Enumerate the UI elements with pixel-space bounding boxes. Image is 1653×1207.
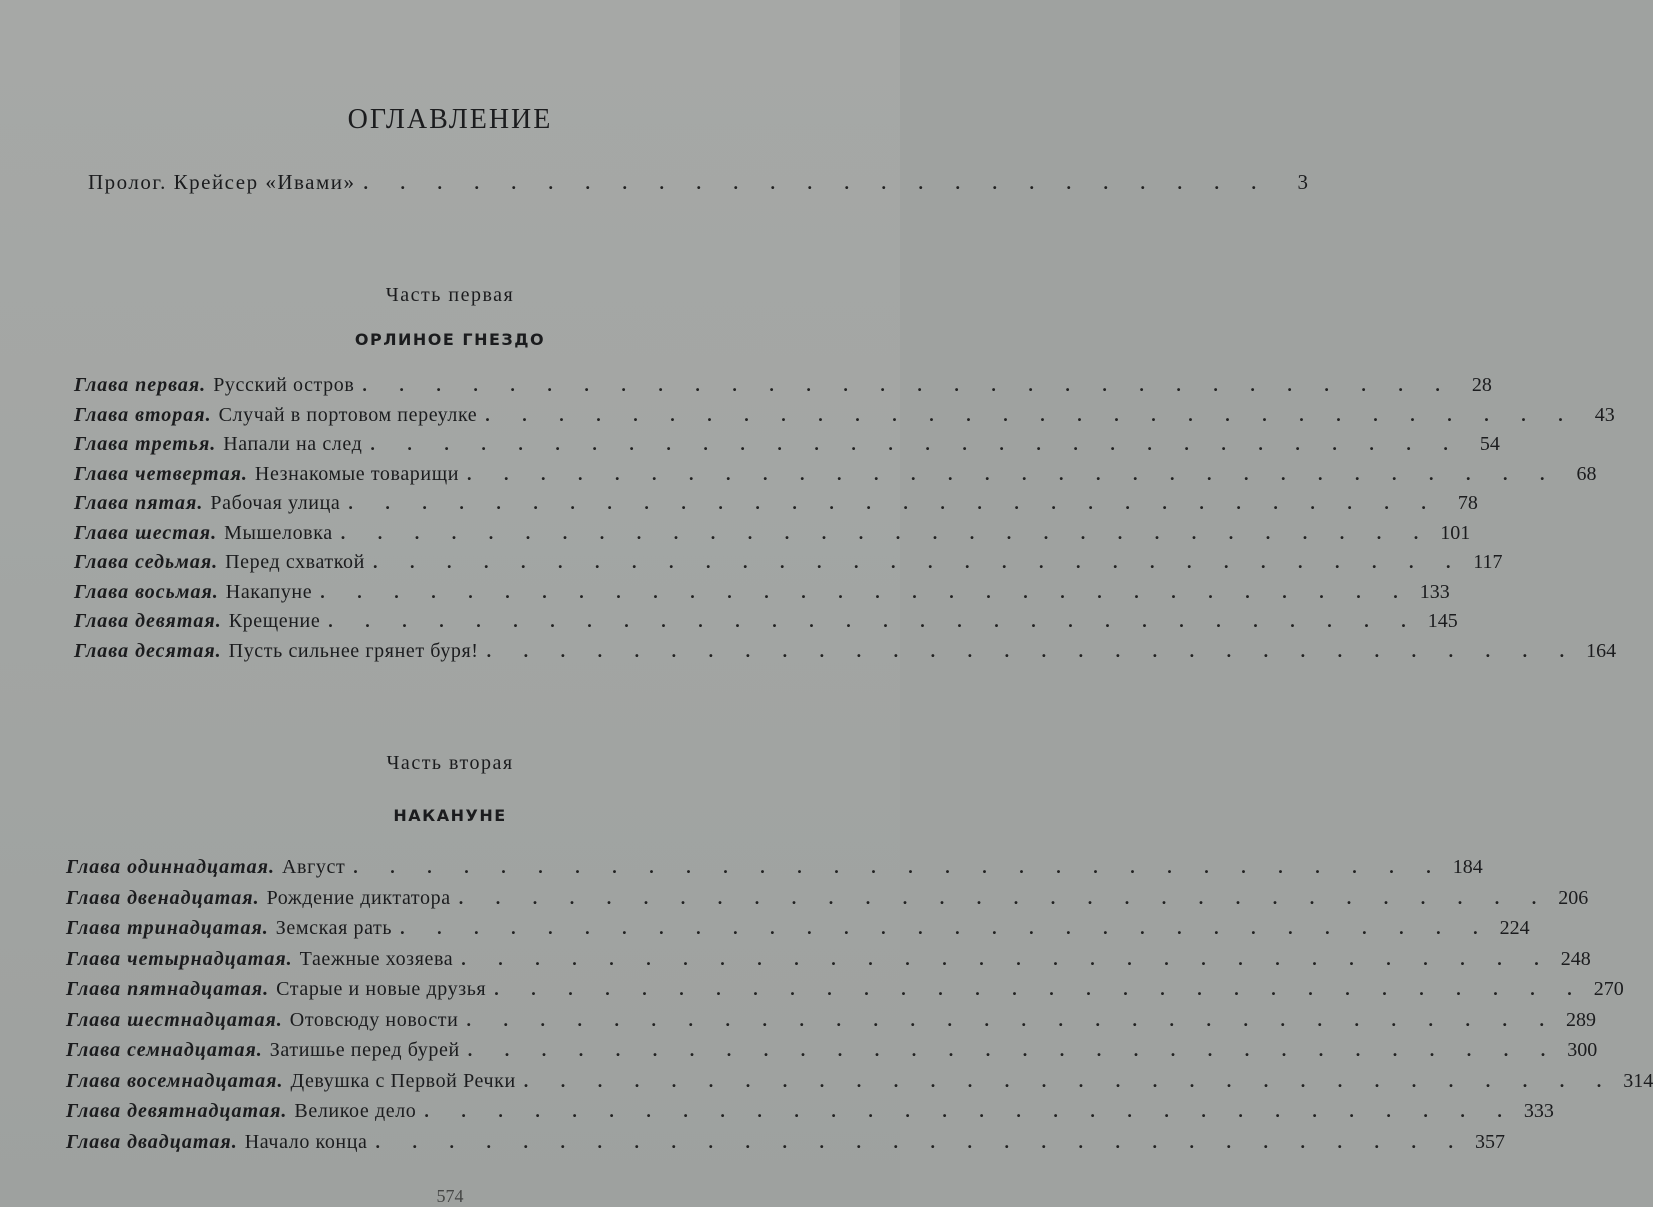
chapter-number: Глава четырнадцатая. — [66, 947, 293, 970]
toc-entry — [74, 462, 1597, 493]
chapter-number: Глава пятнадцатая. — [66, 978, 270, 1000]
chapter-number: Глава первая. — [74, 374, 207, 396]
chapter-number: Глава семнадцатая. — [66, 1039, 263, 1061]
toc-entry — [66, 1039, 1598, 1070]
dot-leader: . . . . . . . . . . . . . . . . . . . . . . . . . . . . . . — [424, 1101, 1516, 1121]
chapter-page: 333 — [1523, 1100, 1554, 1122]
toc-entry — [74, 433, 1500, 463]
chapter-title: Отовсюду новости — [289, 1008, 459, 1031]
chapter-number: Глава восемнадцатая. — [66, 1069, 284, 1092]
chapter-page: 314 — [1623, 1069, 1653, 1092]
prologue-row — [88, 170, 1308, 202]
chapter-title: Девушка с Первой Речки — [290, 1069, 516, 1092]
chapter-title: Рабочая улица — [210, 492, 341, 514]
chapter-number: Глава девятнадцатая. — [66, 1100, 288, 1122]
chapter-page: 184 — [1452, 856, 1483, 878]
chapter-page: 248 — [1560, 947, 1591, 970]
toc-entry — [74, 374, 1492, 404]
chapter-number: Глава шестая. — [74, 521, 218, 544]
chapter-number: Глава двадцатая. — [66, 1130, 238, 1153]
dot-leader: . . . . . . . . . . . . . . . . . . . . . . . . . . . . . . — [461, 948, 1553, 969]
toc-entry — [66, 978, 1624, 1009]
dot-leader: . . . . . . . . . . . . . . . . . . . . . . . . . . . . . . — [494, 979, 1586, 999]
chapter-title: Таежные хозяева — [299, 947, 454, 970]
toc-entry — [66, 947, 1591, 979]
chapter-number: Глава седьмая. — [74, 551, 219, 573]
dot-leader: . . . . . . . . . . . . . . . . . . . . . . . . . . . . . . — [486, 640, 1579, 661]
chapter-page: 145 — [1427, 610, 1458, 632]
dot-leader: . . . . . . . . . . . . . . . . . . . . . . . . . . . . . . — [523, 1070, 1616, 1091]
chapter-number: Глава четвертая. — [74, 462, 248, 485]
part-two-toc — [66, 856, 1653, 1161]
chapter-page: 28 — [1471, 374, 1492, 396]
chapter-title: Мышеловка — [224, 521, 333, 544]
chapter-page: 43 — [1594, 403, 1615, 426]
chapter-page: 300 — [1567, 1039, 1598, 1061]
dot-leader: . . . . . . . . . . . . . . . . . . . . . . . . . . . . . . — [458, 887, 1551, 908]
prologue-page: 3 — [1297, 170, 1308, 194]
chapter-number: Глава шестнадцатая. — [66, 1008, 283, 1031]
dot-leader: . . . . . . . . . . . . . . . . . . . . . . . . . . . . . . — [340, 522, 1433, 543]
dot-leader: . . . . . . . . . . . . . . . . . . . . . . . . . . . . . . — [328, 611, 1420, 631]
dot-leader: . . . . . . . . . . . . . . . . . . . . . . . . . . . . . . — [362, 375, 1454, 395]
chapter-title: Перед схваткой — [225, 551, 365, 573]
part-one-heading: Часть первая — [385, 284, 515, 306]
dot-leader: . . . . . . . . . . . . . . . . . . . . . . . . . . . . . . — [467, 463, 1559, 484]
page-title: ОГЛАВЛЕНИЕ — [347, 104, 553, 135]
dot-leader: . . . . . . . . . . . . . . . . . . . . . . . . . . . . . . — [466, 1009, 1558, 1030]
chapter-page: 224 — [1499, 917, 1530, 939]
toc-entry — [74, 610, 1458, 640]
dot-leader: . . . . . . . . . . . . . . . . . . . . . . . . . . . . . . — [353, 857, 1445, 877]
chapter-number: Глава вторая. — [74, 403, 212, 426]
chapter-number: Глава одиннадцатая. — [66, 856, 275, 878]
dot-leader: . . . . . . . . . . . . . . . . . . . . . . . . . . . . . . — [320, 581, 1412, 602]
toc-entry — [66, 917, 1530, 948]
toc-entry — [66, 1100, 1554, 1131]
prologue-label: Пролог. Крейсер «Ивами» — [88, 170, 356, 194]
chapter-title: Русский остров — [213, 374, 355, 396]
chapter-page: 101 — [1440, 521, 1471, 544]
chapter-number: Глава восьмая. — [74, 580, 219, 603]
dot-leader: . . . . . . . . . . . . . . . . . . . . . . . . . . . . . . — [485, 404, 1577, 425]
toc-entry — [66, 1069, 1653, 1101]
part-one-section: ОРЛИНОЕ ГНЕЗДО — [354, 330, 546, 349]
chapter-page: 117 — [1473, 551, 1503, 573]
toc-entry — [66, 886, 1589, 918]
part-one-toc — [74, 374, 1617, 669]
toc-entry — [66, 1130, 1505, 1162]
chapter-page: 78 — [1457, 492, 1478, 514]
page-number-footer: 574 — [436, 1186, 464, 1206]
chapter-number: Глава двенадцатая. — [66, 886, 260, 909]
chapter-page: 270 — [1593, 978, 1624, 1000]
chapter-page: 206 — [1558, 886, 1589, 909]
chapter-title: Начало конца — [244, 1130, 368, 1153]
toc-entry — [74, 551, 1503, 581]
chapter-title: Старые и новые друзья — [276, 978, 487, 1000]
dot-leader: . . . . . . . . . . . . . . . . . . . . . . . . . . . . . . — [400, 918, 1492, 938]
toc-entry — [66, 856, 1483, 887]
chapter-title: Напали на след — [223, 433, 363, 455]
toc-entry — [66, 1008, 1596, 1040]
part-two-section: НАКАНУНЕ — [393, 806, 507, 825]
chapter-title: Земская рать — [275, 917, 393, 939]
chapter-page: 68 — [1576, 462, 1597, 485]
dot-leader: . . . . . . . . . . . . . . . . . . . . . . . . . . . . . . — [348, 493, 1440, 513]
chapter-number: Глава пятая. — [74, 492, 204, 514]
chapter-page: 357 — [1475, 1130, 1505, 1153]
toc-entry — [74, 580, 1450, 611]
dot-leader: . . . . . . . . . . . . . . . . . . . . . . . . . . . . . . — [467, 1040, 1560, 1060]
chapter-number: Глава девятая. — [74, 610, 222, 632]
chapter-page: 289 — [1565, 1008, 1596, 1031]
toc-entry — [74, 639, 1617, 670]
toc-entry — [74, 521, 1471, 552]
chapter-title: Накапуне — [225, 580, 313, 603]
dot-leader: . . . . . . . . . . . . . . . . . . . . . . . . . — [363, 173, 1270, 193]
chapter-page: 164 — [1586, 639, 1617, 662]
chapter-title: Крещение — [228, 610, 321, 632]
toc-entry — [74, 492, 1478, 522]
chapter-title: Затишье перед бурей — [269, 1039, 460, 1061]
chapter-title: Великое дело — [294, 1100, 417, 1122]
chapter-title: Пусть сильнее грянет буря! — [228, 639, 479, 662]
part-two-heading: Часть вторая — [386, 752, 514, 774]
chapter-number: Глава тринадцатая. — [66, 917, 269, 939]
dot-leader: . . . . . . . . . . . . . . . . . . . . . . . . . . . . . . — [370, 434, 1462, 454]
chapter-title: Рождение диктатора — [266, 886, 451, 909]
chapter-title: Август — [281, 856, 346, 878]
toc-entry — [74, 403, 1615, 434]
chapter-title: Случай в портовом переулке — [218, 403, 478, 426]
dot-leader: . . . . . . . . . . . . . . . . . . . . . . . . . . . . . . — [372, 552, 1465, 572]
dot-leader: . . . . . . . . . . . . . . . . . . . . . . . . . . . . . . — [375, 1131, 1467, 1152]
chapter-number: Глава третья. — [74, 433, 217, 455]
chapter-number: Глава десятая. — [74, 639, 222, 662]
chapter-title: Незнакомые товарищи — [254, 462, 459, 485]
chapter-page: 54 — [1479, 433, 1500, 455]
chapter-page: 133 — [1419, 580, 1450, 603]
